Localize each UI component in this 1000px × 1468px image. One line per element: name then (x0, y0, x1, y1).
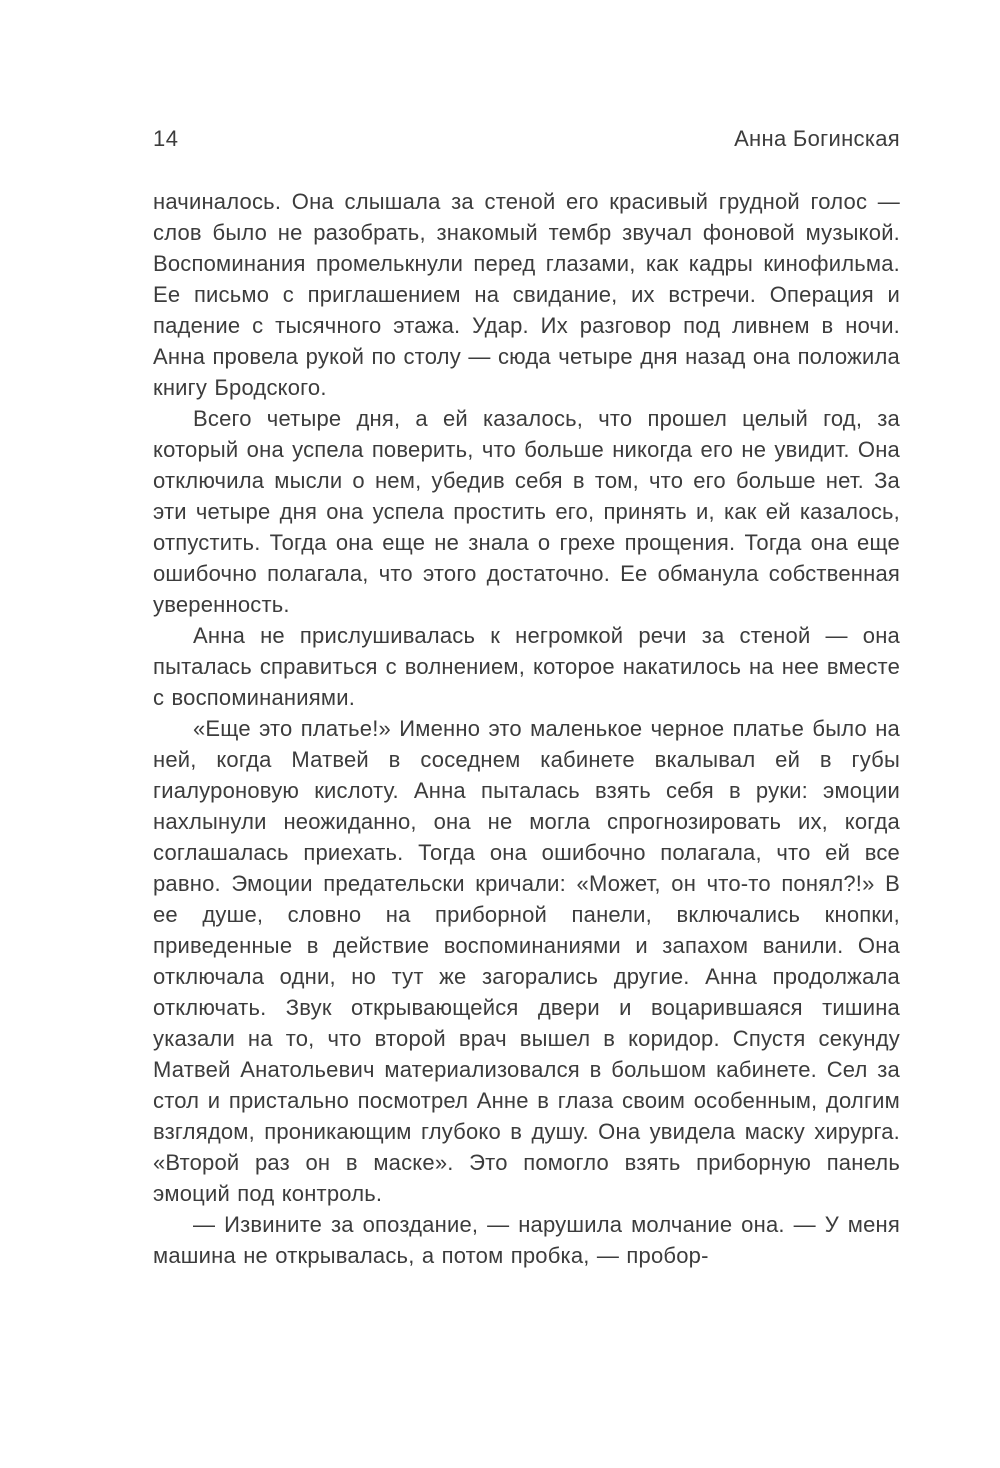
body-text (153, 186, 900, 1271)
paragraph: — Извините за опоздание, — нарушила молчание она. — У меня машина не открывалась, а потом пробка, — пробор- (153, 1212, 900, 1268)
paragraph: Анна не прислушивалась к негромкой речи за стеной — она пыталась справиться с волнением, которое накатилось на нее вместе с воспоминаниями. (153, 623, 900, 710)
paragraph: начиналось. Она слышала за стеной его красивый грудной голос — слов было не разобрать, знакомый тембр звучал фоновой музыкой. Воспоминания промелькнули перед глазами, как кадры кинофильма. Ее письмо с приглашением на свидание, их встречи. Операция и падение с тысячного этажа. Удар. Их разговор под ливнем в ночи. Анна провела рукой по столу — сюда четыре дня назад она положила книгу Бродского. (153, 189, 900, 400)
page-number: 14 (153, 126, 179, 151)
running-head (153, 125, 900, 153)
author-name: Анна Богинская (734, 126, 900, 151)
paragraph: «Еще это платье!» Именно это маленькое черное платье было на ней, когда Матвей в соседнем кабинете вкалывал ей в губы гиалуроновую кислоту. Анна пыталась взять себя в руки: эмоции нахлынули неожиданно, она не могла спрогнозировать их, когда соглашалась приехать. Тогда она ошибочно полагала, что ей все равно. Эмоции предательски кричали: «Может, он что-то понял?!» В ее душе, словно на приборной панели, включались кнопки, приведенные в действие воспоминаниями и запахом ванили. Она отключала одни, но тут же загорались другие. Анна продолжала отключать. Звук открывающейся двери и воцарившаяся тишина указали на то, что второй врач вышел в коридор. Спустя секунду Матвей Анатольевич материализовался в большом кабинете. Сел за стол и пристально посмотрел Анне в глаза своим особенным, долгим взглядом, проникающим глубоко в душу. Она увидела маску хирурга. «Второй раз он в маске». Это помогло взять приборную панель эмоций под контроль. (153, 716, 900, 1206)
paragraph: Всего четыре дня, а ей казалось, что прошел целый год, за который она успела поверить, что больше никогда его не увидит. Она отключила мысли о нем, убедив себя в том, что его больше нет. За эти четыре дня она успела простить его, принять и, как ей казалось, отпустить. Тогда она еще не знала о грехе прощения. Тогда она еще ошибочно полагала, что этого достаточно. Ее обманула собственная уверенность. (153, 406, 900, 617)
